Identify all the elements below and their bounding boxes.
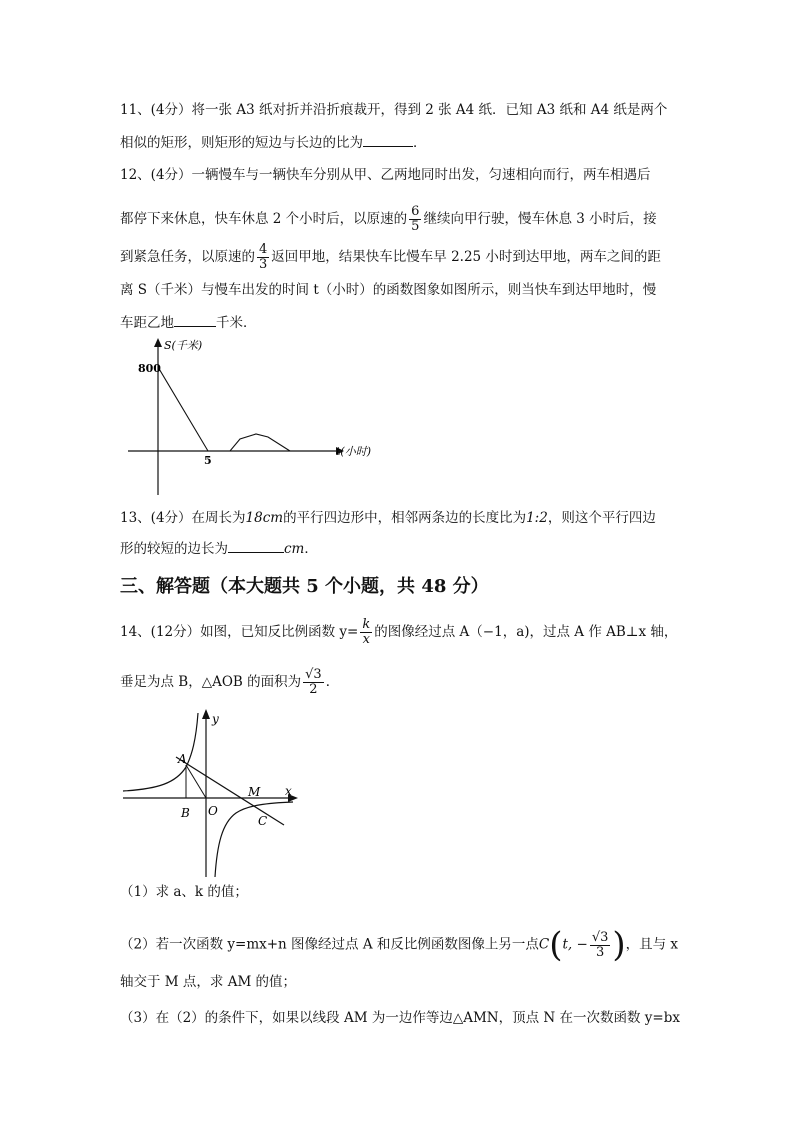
graph12-y-tick-800: 800 xyxy=(138,362,161,375)
fraction-six-fifths xyxy=(409,205,421,234)
q11-line2-text: 相似的矩形，则矩形的短边与长边的比为 xyxy=(120,135,363,151)
frac2-num: 4 xyxy=(259,242,268,257)
q14-line1 xyxy=(120,618,677,647)
k-num: k xyxy=(362,617,371,632)
q13-unit: cm xyxy=(284,541,305,557)
left-paren: ( xyxy=(549,925,563,965)
q12-line2 xyxy=(120,205,657,234)
q13-perimeter: 18cm xyxy=(245,510,284,526)
graph12-x-tick-5: 5 xyxy=(204,454,212,467)
q11-period: ． xyxy=(413,135,427,151)
q13-text-c: ，则这个平行四边 xyxy=(547,510,656,526)
q11-line2 xyxy=(120,132,427,153)
q12-distance-time-graph xyxy=(118,335,378,500)
q11-line1: 11、(4分）将一张 A3 纸对折并沿折痕裁开，得到 2 张 A4 纸．已知 A3 纸和 A4 纸是两个 xyxy=(120,102,668,118)
fraction-four-thirds xyxy=(257,243,269,272)
graph14-hyperbola-right xyxy=(215,802,293,877)
q14-hyperbola-graph xyxy=(118,705,308,880)
fraction-k-over-x xyxy=(360,618,372,647)
point-c-num: √3 xyxy=(591,929,609,945)
q14-part2-line2: 轴交于 M 点，求 AM 的值； xyxy=(120,974,297,990)
q14-line2 xyxy=(120,668,339,697)
q14-part2-text-b: ，且与 x xyxy=(625,936,679,953)
q14-part3: （3）在（2）的条件下，如果以线段 AM 为一边作等边△AMN，顶点 N 在一次数函数 y=bx xyxy=(120,1010,680,1026)
graph14-hyperbola-left xyxy=(123,713,198,791)
point-c-t: t, − xyxy=(562,936,588,953)
graph14-y-arrow-icon xyxy=(202,709,210,719)
graph14-label-C: C xyxy=(258,814,268,828)
point-c-den: 3 xyxy=(590,945,611,960)
q13-answer-blank xyxy=(228,538,284,553)
q14-period: ． xyxy=(325,674,340,690)
area-num: √3 xyxy=(305,667,322,682)
q14-text-c: 垂足为点 B，△AOB 的面积为 xyxy=(120,674,302,690)
q12-line4: 离 S（千米）与慢车出发的时间 t（小时）的函数图象如图所示，则当快车到达甲地时，慢 xyxy=(120,282,657,298)
graph14-label-x: x xyxy=(285,784,292,798)
q13-line2 xyxy=(120,538,318,559)
q12-line2-text-b: 继续向甲行驶，慢车休息 3 小时后，接 xyxy=(423,211,657,227)
q14-text-b: 的图像经过点 A（−1，a)，过点 A 作 AB⊥x 轴， xyxy=(374,624,678,640)
q14-part2-line1 xyxy=(120,925,679,965)
q13-period: ． xyxy=(304,541,318,557)
q14-part2-text-a: （2）若一次函数 y=mx+n 图像经过点 A 和反比例函数图像上另一点 xyxy=(120,936,539,953)
q12-line1: 12、(4分）一辆慢车与一辆快车分别从甲、乙两地同时出发，匀速相向而行，两车相遇后 xyxy=(120,167,651,183)
graph14-line-AC xyxy=(176,757,284,825)
q12-line3 xyxy=(120,243,661,272)
area-den: 2 xyxy=(303,682,324,697)
graph12-y-label: S(千米) xyxy=(164,339,203,352)
graph12-y-arrow-icon xyxy=(154,338,162,347)
q13-text-b: 的平行四边形中，相邻两条边的长度比为 xyxy=(283,510,527,526)
q13-text-d: 形的较短的边长为 xyxy=(120,541,228,557)
frac1-den: 5 xyxy=(411,219,420,234)
point-c-label: C xyxy=(538,936,550,953)
graph14-label-y: y xyxy=(212,712,219,726)
graph14-label-M: M xyxy=(248,785,261,799)
graph12-x-label: t(小时) xyxy=(336,445,372,458)
right-paren: ) xyxy=(612,925,626,965)
q12-line3-text-b: 返回甲地，结果快车比慢车早 2.25 小时到达甲地，两车之间的距 xyxy=(271,249,661,265)
graph14-label-O: O xyxy=(208,804,218,818)
frac1-num: 6 xyxy=(411,204,420,219)
q14-text-a: 14、(12分）如图，已知反比例函数 y= xyxy=(120,624,359,640)
q12-line5-text-b: 千米． xyxy=(216,315,257,331)
q13-ratio: 1:2 xyxy=(526,510,548,526)
q11-answer-blank xyxy=(363,132,413,147)
q12-line5 xyxy=(120,312,257,333)
graph14-label-A: A xyxy=(178,752,187,766)
k-den: x xyxy=(360,632,372,647)
fraction-sqrt3-over-2 xyxy=(303,668,324,697)
fraction-sqrt3-over-3 xyxy=(590,931,611,960)
frac2-den: 3 xyxy=(259,257,268,272)
q14-part1: （1）求 a、k 的值； xyxy=(120,884,248,900)
q12-line5-text-a: 车距乙地 xyxy=(120,315,174,331)
q12-line3-text-a: 到紧急任务，以原速的 xyxy=(120,249,255,265)
graph12-curve xyxy=(158,367,290,451)
q12-line2-text-a: 都停下来休息，快车休息 2 个小时后，以原速的 xyxy=(120,211,408,227)
q13-text-a: 13、(4分）在周长为 xyxy=(120,510,246,526)
q13-line1 xyxy=(120,508,656,528)
graph14-label-B: B xyxy=(181,806,190,820)
q12-answer-blank xyxy=(174,312,216,327)
section3-heading: 三、解答题（本大题共 5 个小题，共 48 分） xyxy=(120,576,489,597)
